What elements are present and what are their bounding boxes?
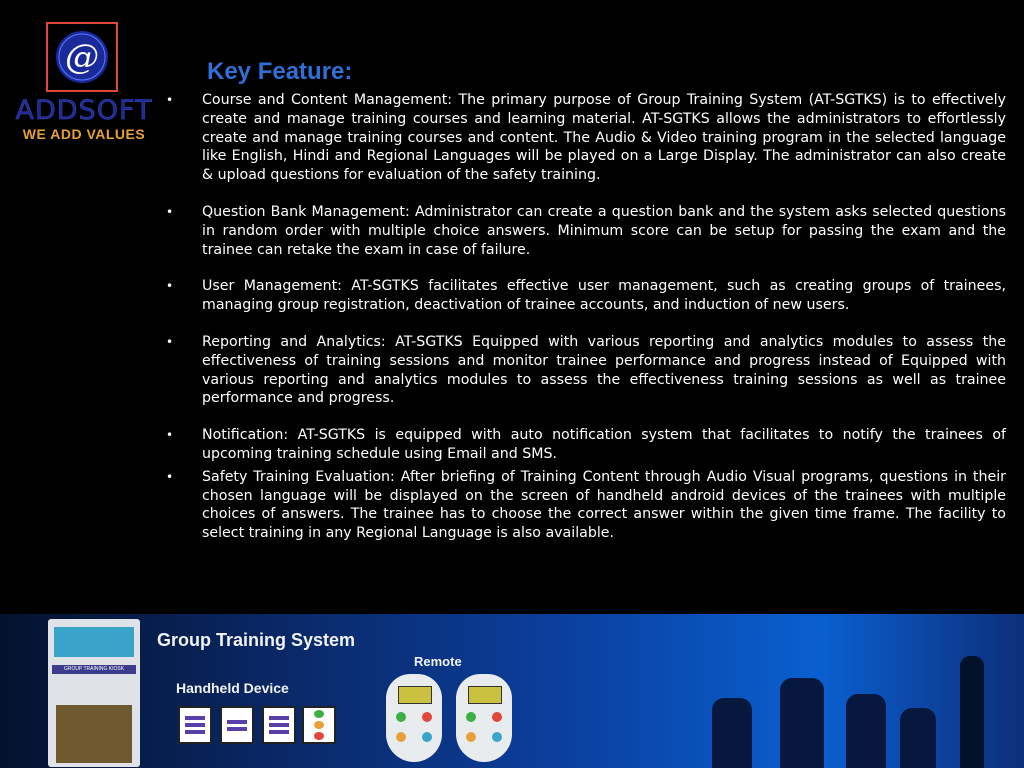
logo-mark <box>46 22 118 92</box>
product-banner <box>0 614 1024 768</box>
remote-label: Remote <box>414 654 462 669</box>
bullet-icon: • <box>166 428 174 443</box>
logo-tagline: WE ADD VALUES <box>22 126 146 142</box>
logo-name: ADDSOFT <box>15 95 153 126</box>
list-item <box>160 426 1006 464</box>
addsoft-logo <box>12 22 156 146</box>
bullet-icon: • <box>166 279 174 294</box>
handheld-device-icon <box>302 706 336 744</box>
page-title: Key Feature: <box>207 58 353 85</box>
feature-list <box>160 91 1006 543</box>
feature-text: Reporting and Analytics: AT-SGTKS Equipped with various reporting and analytics modules to assess the effectiveness of training sessions and monitor trainee performance and progress instead of Equipped with various reporting and analytics modules to assess the effectiveness training sessions as well as trainee performance and progress. <box>202 333 1006 407</box>
remote-device-icon <box>456 674 512 762</box>
handheld-label: Handheld Device <box>176 680 289 696</box>
handheld-device-icon <box>262 706 296 744</box>
bullet-icon: • <box>166 204 174 219</box>
remote-device-icon <box>386 674 442 762</box>
bullet-icon: • <box>166 469 174 484</box>
handheld-device-icon <box>220 706 254 744</box>
feature-text: Notification: AT-SGTKS is equipped with auto notification system that facilitates to notify the trainees of upcoming training schedule using Email and SMS. <box>202 427 1006 462</box>
list-item <box>160 203 1006 259</box>
kiosk-label: GROUP TRAINING KIOSK <box>52 665 136 674</box>
banner-title: Group Training System <box>157 630 356 650</box>
feature-text: Question Bank Management: Administrator can create a question bank and the system asks selected questions in random order with multiple choice answers. Minimum score can be setup for passing the exam and the trainee can retake the exam in case of failure. <box>202 203 1006 258</box>
feature-text: User Management: AT-SGTKS facilitates effective user management, such as creating groups of trainees, managing group registration, deactivation of trainee accounts, and induction of new users. <box>202 278 1006 314</box>
kiosk-base <box>56 705 132 763</box>
handheld-device-icon <box>178 706 212 744</box>
bullet-icon: • <box>166 334 174 349</box>
list-item <box>160 277 1006 315</box>
bullet-icon: • <box>166 93 174 107</box>
list-item <box>160 333 1006 408</box>
at-sign-icon <box>52 27 112 87</box>
feature-text: Safety Training Evaluation: After briefing of Training Content through Audio Visual programs, questions in their chosen language will be displayed on the screen of handheld android devices of the trainees with multiple choices of answers. The trainee has to choose the correct answer within the given time frame. The facility to select training in any Regional Language is also available. <box>202 468 1006 542</box>
svg-text:@: @ <box>65 37 99 77</box>
feature-text: Course and Content Management: The primary purpose of Group Training System (AT-SGTKS) is to effectively create and manage training courses and learning material. AT-SGTKS allows the administrators to effortlessly create and manage training courses and content. The Audio & Video training program in the selected language like English, Hindi and Regional Languages will be played on a Large Display. The administrator can also create & upload questions for evaluation of the safety training. <box>202 92 1006 184</box>
list-item <box>160 468 1006 543</box>
kiosk-screen <box>54 627 134 657</box>
kiosk-image <box>48 619 140 767</box>
list-item <box>160 91 1006 185</box>
